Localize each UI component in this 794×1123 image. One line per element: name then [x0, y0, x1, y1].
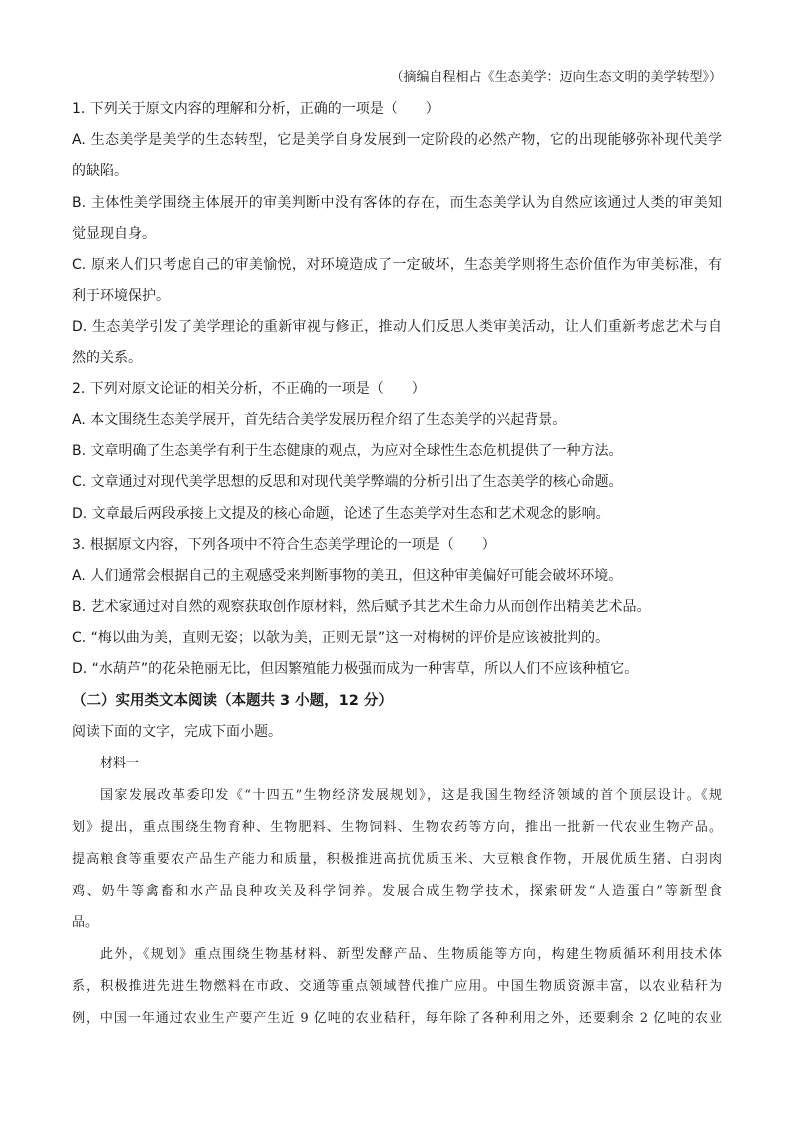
material-line-4: 鸡、奶牛等禽畜和水产品良种攻关及科学饲养。发展合成生物学技术，探索研发“人造蛋白”等新型食 — [72, 884, 722, 899]
material-line-2: 划》提出，重点围绕生物育种、生物肥料、生物饲料、生物农药等方向，推出一批新一代农业生物产品。 — [72, 820, 722, 835]
question-2-option-b: B. 文章明确了生态美学有利于生态健康的观点，为应对全球性生态危机提供了一种方法。 — [72, 443, 623, 459]
material-line-1: 国家发展改革委印发《“十四五”生物经济发展规划》，这是我国生物经济领域的首个顶层设计。《规 — [100, 788, 722, 803]
question-2-stem: 2. 下列对原文论证的相关分析，不正确的一项是（ ） — [72, 381, 426, 397]
question-1-option-c-line-2: 利于环境保护。 — [72, 288, 170, 304]
question-3-option-b: B. 艺术家通过对自然的观察获取创作原材料，然后赋予其艺术生命力从而创作出精美艺术品。 — [72, 599, 651, 615]
question-3-option-a: A. 人们通常会根据自己的主观感受来判断事物的美丑，但这种审美偏好可能会破坏环境。 — [72, 568, 623, 584]
material-line-8: 例，中国一年通过农业生产要产生近 9 亿吨的农业秸秆，每年除了各种利用之外，还要剩余 2 亿吨的农业 — [72, 1011, 722, 1026]
section-heading: （二）实用类文本阅读（本题共 3 小题，12 分） — [72, 693, 393, 709]
material-line-5: 品。 — [72, 915, 99, 930]
question-2-option-d: D. 文章最后两段承接上文提及的核心命题，论述了生态美学对生态和艺术观念的影响。 — [72, 506, 610, 522]
question-1-stem: 1. 下列关于原文内容的理解和分析，正确的一项是（ ） — [72, 101, 440, 117]
material-line-3: 提高粮食等重要农产品生产能力和质量，积极推进高抗优质玉米、大豆粮食作物，开展优质生猪、白羽肉 — [72, 852, 722, 867]
question-1-option-c-line-1: C. 原来人们只考虑自己的审美愉悦，对环境造成了一定破坏，生态美学则将生态价值作为审美标准，有 — [72, 257, 722, 273]
question-3-option-d: D. “水葫芦”的花朵艳丽无比，但因繁殖能力极强而成为一种害草，所以人们不应该种植它。 — [72, 661, 639, 677]
question-2-option-a: A. 本文围绕生态美学展开，首先结合美学发展历程介绍了生态美学的兴起背景。 — [72, 412, 567, 428]
material-label: 材料一 — [100, 756, 140, 771]
material-line-7: 系，积极推进先进生物燃料在市政、交通等重点领域替代推广应用。中国生物质资源丰富，以农业秸秆为 — [72, 979, 722, 994]
question-1-option-d-line-1: D. 生态美学引发了美学理论的重新审视与修正，推动人们反思人类审美活动，让人们重新考虑艺术与自 — [72, 319, 722, 335]
question-1-option-b-line-1: B. 主体性美学围绕主体展开的审美判断中没有客体的存在，而生态美学认为自然应该通过人类的审美知 — [72, 195, 722, 211]
question-1-option-a-line-1: A. 生态美学是美学的生态转型，它是美学自身发展到一定阶段的必然产物，它的出现能够弥补现代美学 — [72, 132, 722, 148]
question-1-option-a-line-2: 的缺陷。 — [72, 163, 128, 179]
question-3-option-c: C. “梅以曲为美，直则无姿；以欹为美，正则无景”这一对梅树的评价是应该被批判的。 — [72, 630, 610, 646]
question-3-stem: 3. 根据原文内容，下列各项中不符合生态美学理论的一项是（ ） — [72, 537, 496, 553]
question-1-option-d-line-2: 然的关系。 — [72, 350, 142, 366]
question-1-option-b-line-2: 觉显现自身。 — [72, 226, 156, 242]
source-citation: （摘编自程相占《生态美学：迈向生态文明的美学转型》） — [390, 70, 722, 85]
reading-instruction: 阅读下面的文字，完成下面小题。 — [72, 724, 282, 740]
question-2-option-c: C. 文章通过对现代美学思想的反思和对现代美学弊端的分析引出了生态美学的核心命题。 — [72, 474, 623, 490]
material-line-6: 此外，《规划》重点围绕生物基材料、新型发酵产品、生物质能等方向，构建生物质循环利用技术体 — [100, 947, 722, 962]
